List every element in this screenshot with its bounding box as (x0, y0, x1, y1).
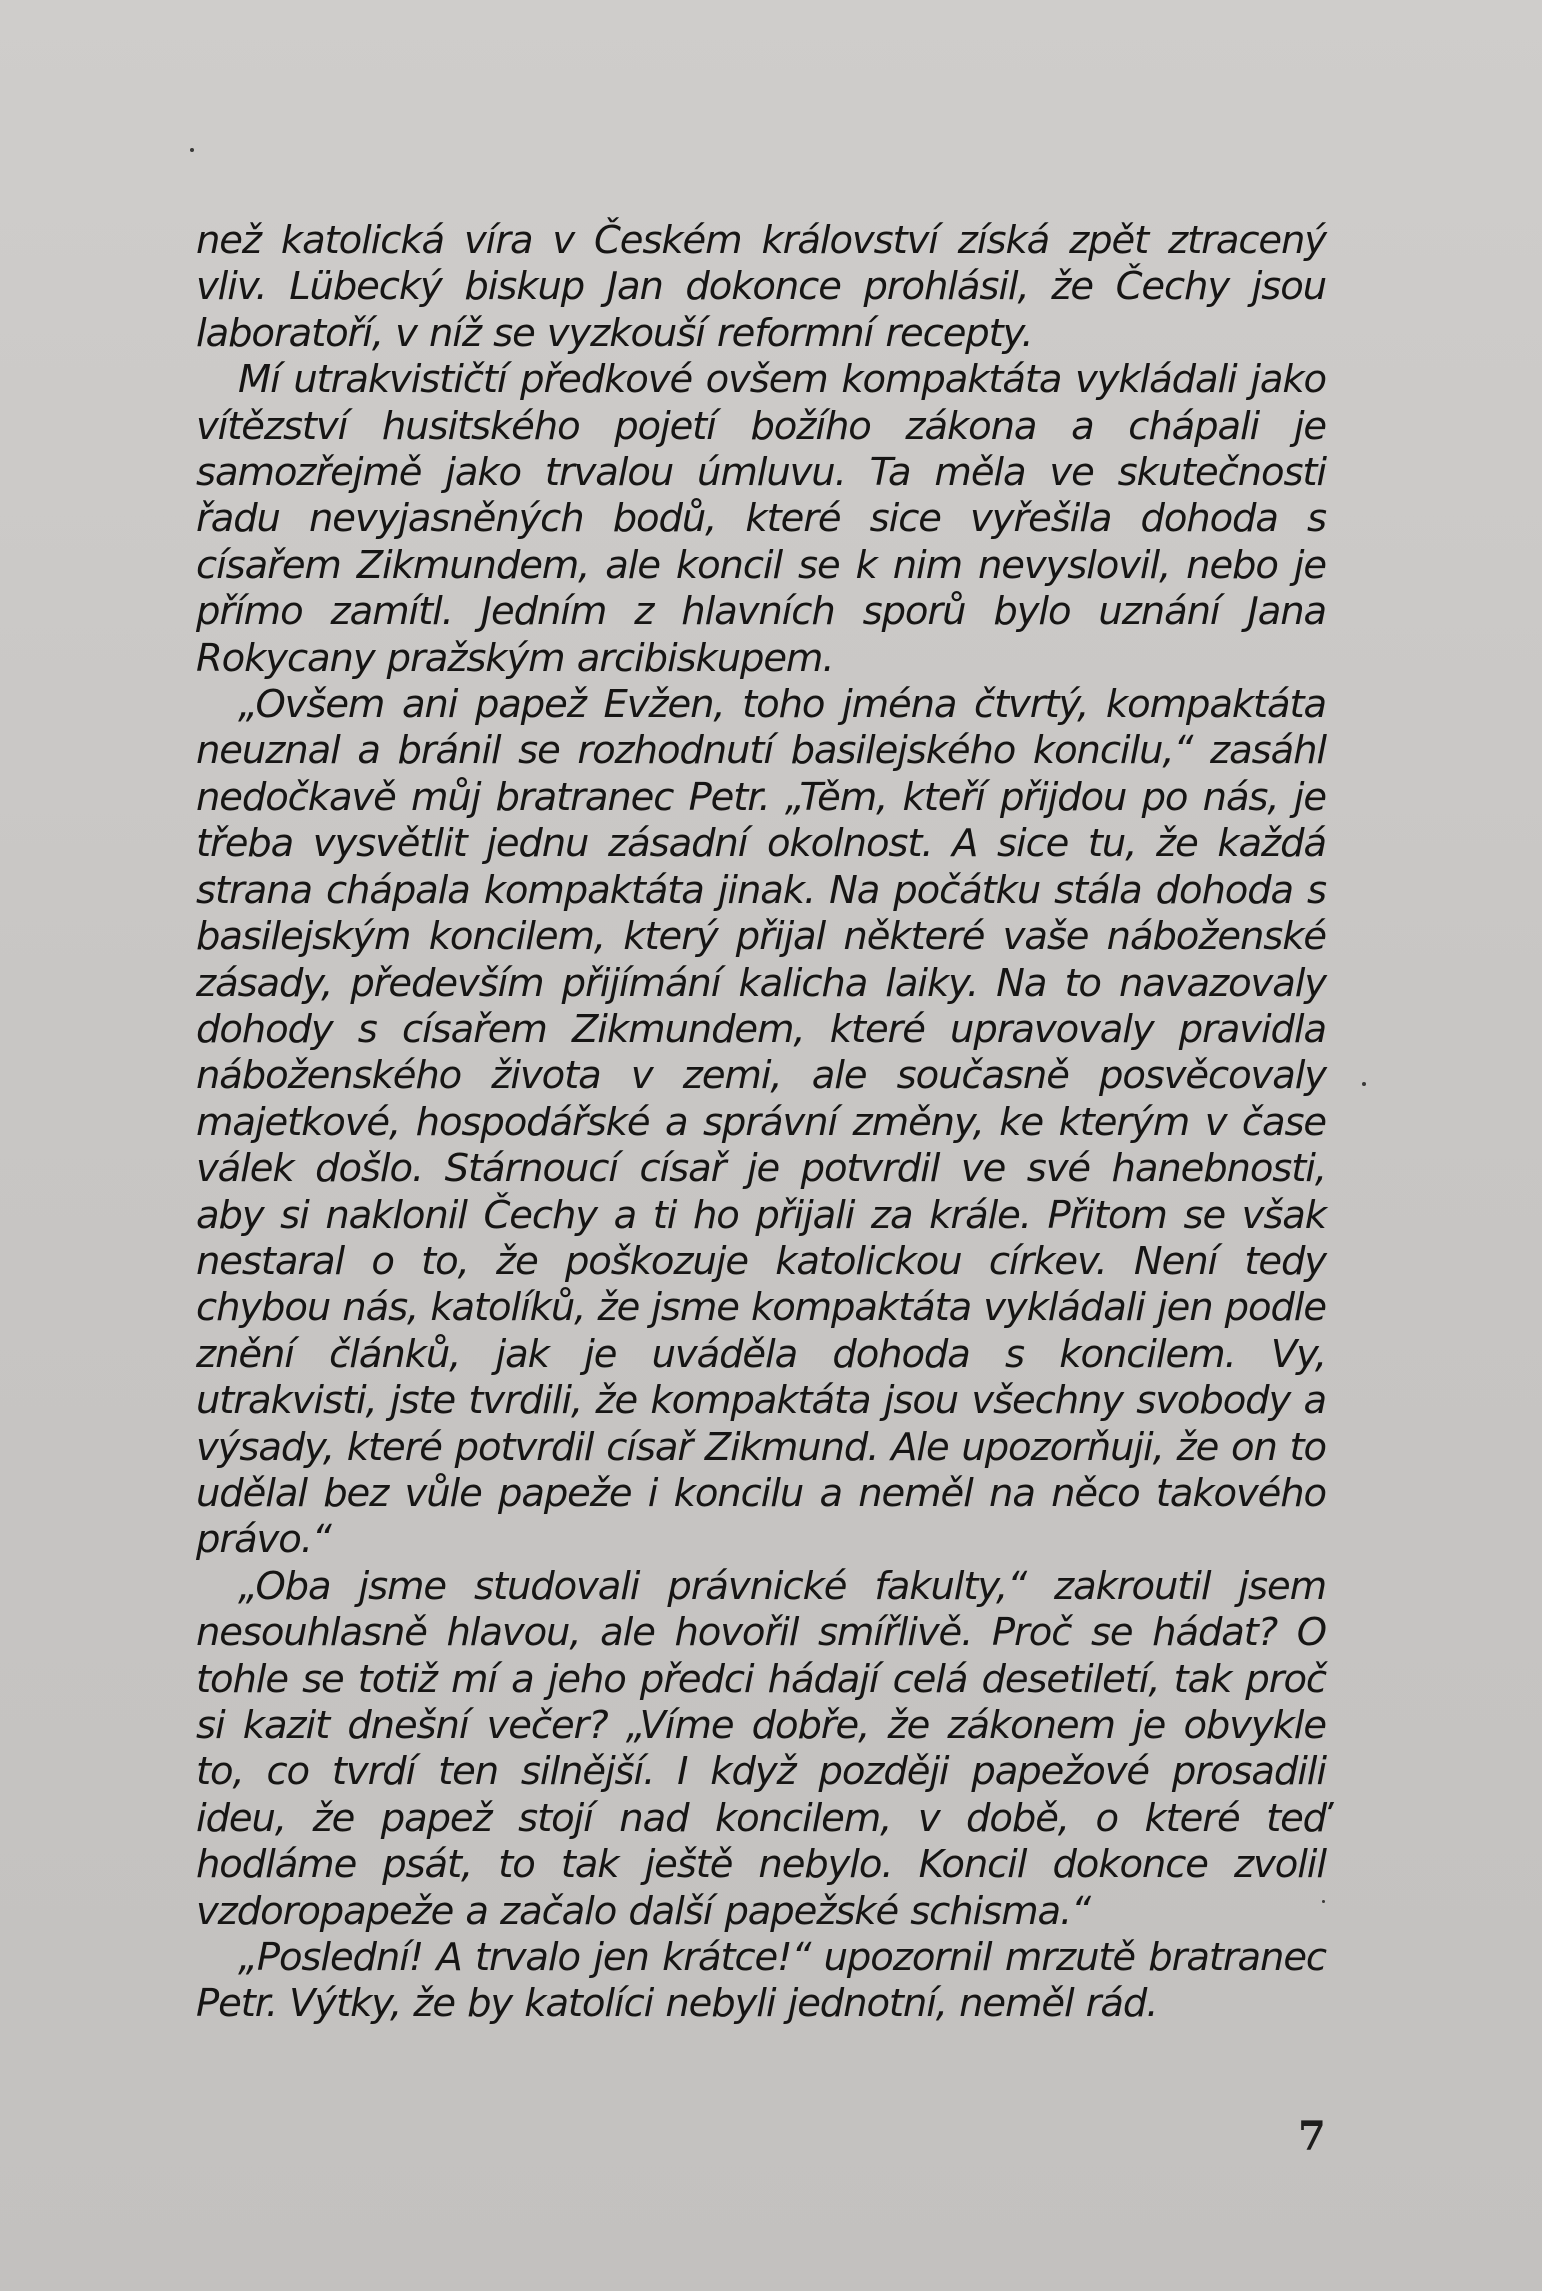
paragraph-4: „Oba jsme studovali právnické fakulty,“ zakroutil jsem nesouhlasně hlavou, ale hovořil smířlivě. Proč se hádat? O tohle se totiž mí a jeho předci hádají celá desetiletí, tak proč si kazit dnešní večer? „Víme dobře, že zákonem je obvykle to, co tvrdí ten silnější. I když později papežové prosadili ideu, že papež stojí nad koncilem, v době, o které teď hodláme psát, to tak ještě nebylo. Koncil dokonce zvolil vzdoropapeže a začalo další papežské schisma.“ (196, 1563, 1326, 1934)
body-text (196, 218, 1326, 2028)
paragraph-1: než katolická víra v Českém království získá zpět ztracený vliv. Lübecký biskup Jan dokonce prohlásil, že Čechy jsou laboratoří, v níž se vyzkouší reformní recepty. (196, 218, 1326, 356)
dust-speck (1362, 1082, 1366, 1086)
paragraph-3: „Ovšem ani papež Evžen, toho jména čtvrtý, kompaktáta neuznal a bránil se rozhodnutí basilejského koncilu,“ zasáhl nedočkavě můj bratranec Petr. „Těm, kteří přijdou po nás, je třeba vysvětlit jednu zásadní okolnost. A sice tu, že každá strana chápala kompaktáta jinak. Na počátku stála dohoda s basilejským koncilem, který přijal některé vaše náboženské zásady, především přijímání kalicha laiky. Na to navazovaly dohody s císařem Zikmundem, které upravovaly pravidla náboženského života v zemi, ale současně posvěcovaly majetkové, hospodářské a správní změny, ke kterým v čase válek došlo. Stárnoucí císař je potvrdil ve své hanebnosti, aby si naklonil Čechy a ti ho přijali za krále. Přitom se však nestaral o to, že poškozuje katolickou církev. Není tedy chybou nás, katolíků, že jsme kompaktáta vykládali jen podle znění článků, jak je uváděla dohoda s koncilem. Vy, utrakvisti, jste tvrdili, že kompaktáta jsou všechny svobody a výsady, které potvrdil císař Zikmund. Ale upozorňuji, že on to udělal bez vůle papeže i koncilu a neměl na něco takového právo.“ (196, 682, 1326, 1563)
page-number: 7 (1298, 2113, 1326, 2160)
paragraph-2: Mí utrakvističtí předkové ovšem kompaktáta vykládali jako vítězství husitského pojetí božího zákona a chápali je samozřejmě jako trvalou úmluvu. Ta měla ve skutečnosti řadu nevyjasněných bodů, které sice vyřešila dohoda s císařem Zikmundem, ale koncil se k nim nevyslovil, nebo je přímo zamítl. Jedním z hlavních sporů bylo uznání Jana Rokycany pražským arcibiskupem. (196, 357, 1326, 681)
dust-speck (190, 148, 194, 152)
paragraph-5: „Poslední! A trvalo jen krátce!“ upozornil mrzutě bratranec Petr. Výtky, že by katolíci nebyli jednotní, neměl rád. (196, 1935, 1326, 2027)
